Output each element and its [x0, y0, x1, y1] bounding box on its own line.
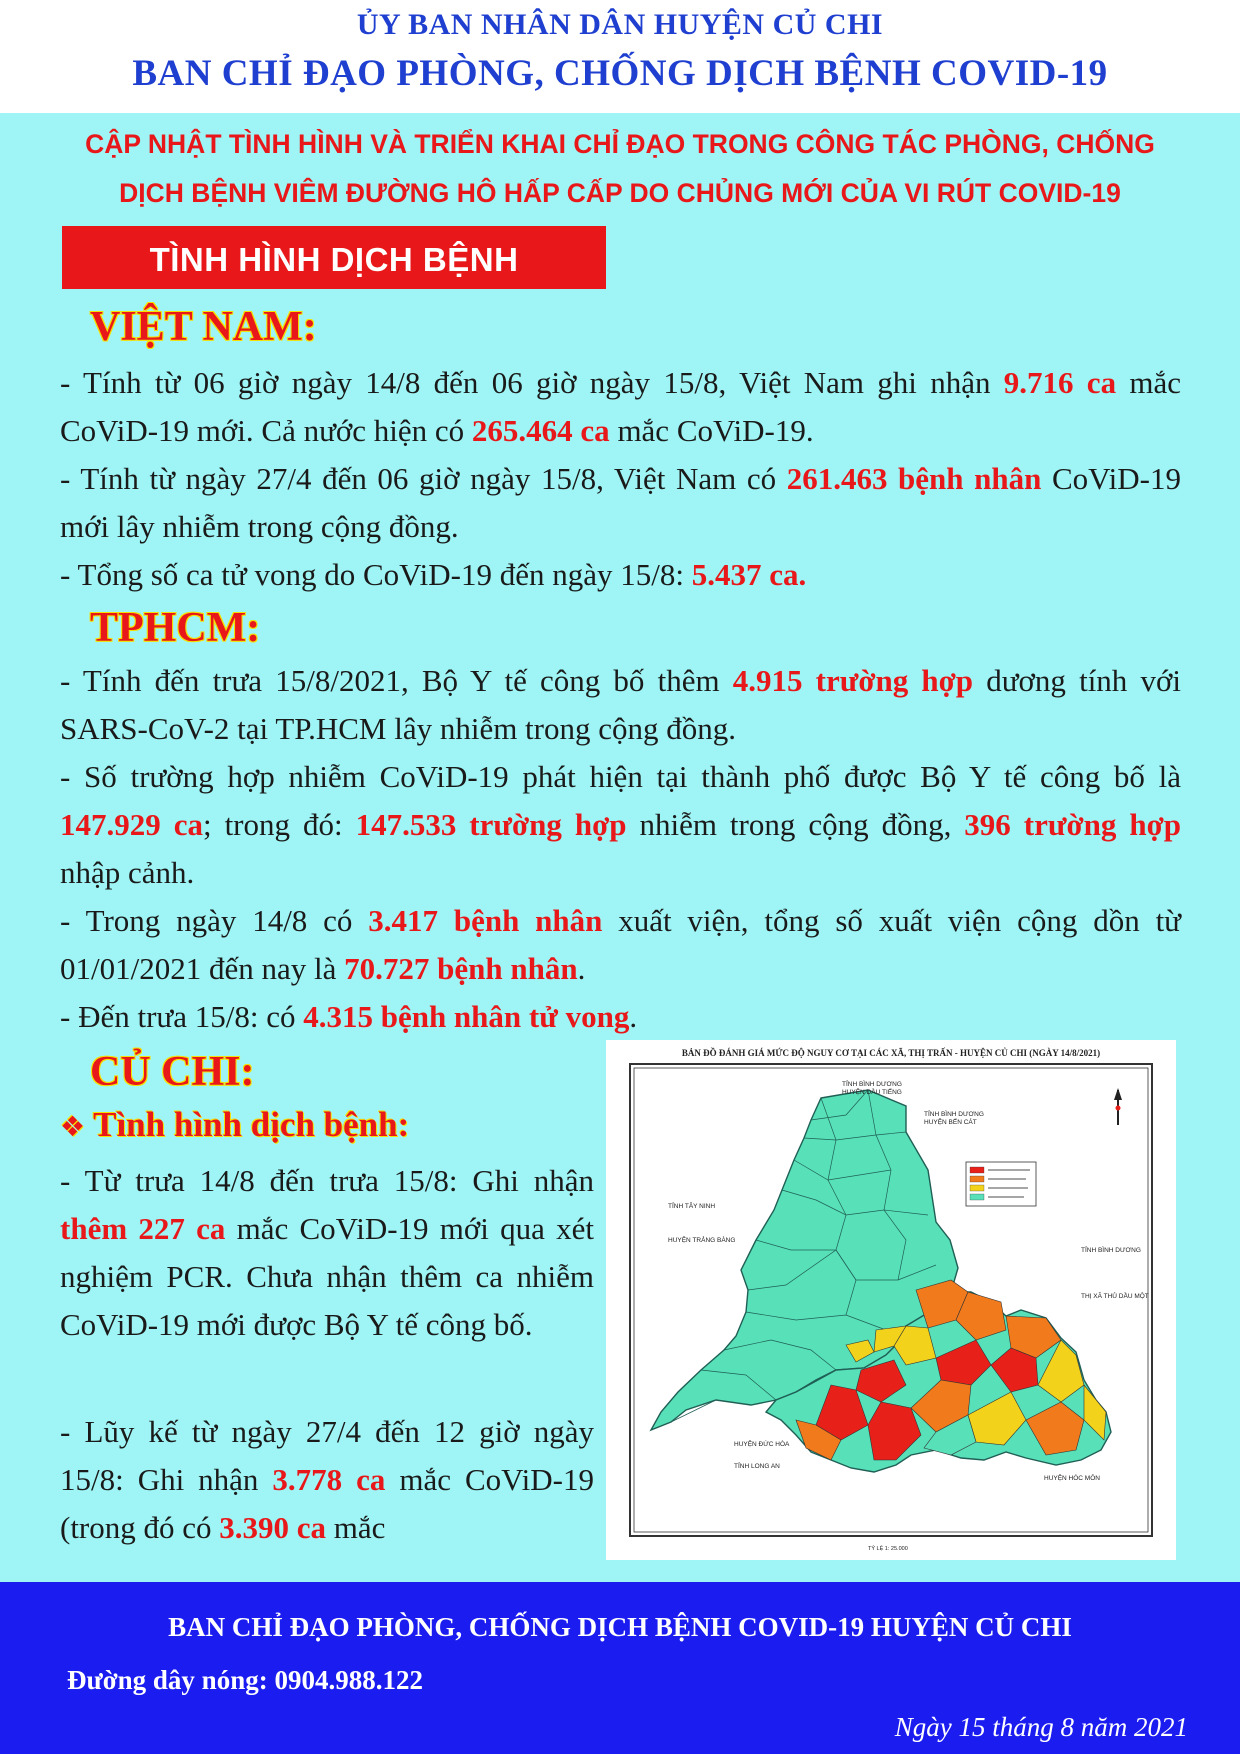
hcm-paragraph-2: - Số trường hợp nhiễm CoViD-19 phát hiện tại thành phố được Bộ Y tế công bố là 147.929 ca; trong đó: 147.533 trường hợp nhiễm trong cộng đồng, 396 trường hợp nhập cảnh.	[60, 759, 1181, 890]
label-thu-dau-mot: THỊ XÃ THỦ DẦU MỘT	[1081, 1293, 1149, 1300]
label-dau-tieng: HUYỆN DẦU TIẾNG	[842, 1089, 902, 1096]
vietnam-paragraph-2: - Tính từ ngày 27/4 đến 06 giờ ngày 15/8, Việt Nam có 261.463 bệnh nhân CoViD-19 mới lây nhiễm trong cộng đồng.	[60, 461, 1181, 544]
label-binh-duong-east: TỈNH BÌNH DƯƠNG	[1081, 1247, 1141, 1254]
vietnam-paragraph-1: - Tính từ 06 giờ ngày 14/8 đến 06 giờ ngày 15/8, Việt Nam ghi nhận 9.716 ca mắc CoViD-19 mới. Cả nước hiện có 265.464 ca mắc CoViD-19.	[60, 365, 1182, 448]
risk-map-title: BẢN ĐỒ ĐÁNH GIÁ MỨC ĐỘ NGUY CƠ TẠI CÁC XÃ, THỊ TRẤN - HUYỆN CỦ CHI (NGÀY 14/8/2021)	[681, 1048, 1101, 1058]
label-binh-duong-north: TỈNH BÌNH DƯƠNG	[842, 1081, 902, 1088]
header	[0, 0, 1240, 113]
compass-icon	[1114, 1088, 1122, 1125]
label-scale: TỶ LỆ 1: 25.000	[868, 1546, 908, 1552]
hcm-heading: TPHCM:	[90, 605, 261, 651]
topic-line-1: CẬP NHẬT TÌNH HÌNH VÀ TRIỂN KHAI CHỈ ĐẠO TRONG CÔNG TÁC PHÒNG, CHỐNG	[85, 129, 1155, 159]
section-banner	[62, 226, 606, 289]
map-legend	[966, 1162, 1036, 1206]
cuchi-paragraph-2: - Lũy kế từ ngày 27/4 đến 12 giờ ngày 15/8: Ghi nhận 3.778 ca mắc CoViD-19 (trong đó có 3.390 ca mắc	[60, 1414, 594, 1545]
footer-organization: BAN CHỈ ĐẠO PHÒNG, CHỐNG DỊCH BỆNH COVID-19 HUYỆN CỦ CHI	[168, 1612, 1072, 1642]
risk-map-panel	[606, 1040, 1176, 1560]
label-hoc-mon: HUYỆN HÓC MÔN	[1044, 1475, 1100, 1482]
diamond-bullet-icon: ❖	[60, 1110, 86, 1143]
label-ben-cat: HUYỆN BẾN CÁT	[924, 1119, 977, 1126]
topic-line-2: DỊCH BỆNH VIÊM ĐƯỜNG HÔ HẤP CẤP DO CHỦNG MỚI CỦA VI RÚT COVID-19	[119, 178, 1121, 208]
label-duc-hoa: HUYỆN ĐỨC HÒA	[734, 1441, 790, 1448]
cuchi-paragraph-1: - Từ trưa 14/8 đến trưa 15/8: Ghi nhận thêm 227 ca mắc CoViD-19 mới qua xét nghiệm PCR. Chưa nhận thêm ca nhiễm CoViD-19 mới được Bộ Y tế công bố.	[60, 1163, 594, 1342]
vietnam-paragraph-3: - Tổng số ca tử vong do CoViD-19 đến ngày 15/8: 5.437 ca.	[60, 557, 807, 592]
label-tay-ninh: TỈNH TÂY NINH	[668, 1203, 716, 1210]
section-banner-label: TÌNH HÌNH DỊCH BỆNH	[149, 241, 519, 278]
footer-hotline: Đường dây nóng: 0904.988.122	[67, 1665, 423, 1695]
label-binh-duong-central: TỈNH BÌNH DƯƠNG	[924, 1111, 984, 1118]
cuchi-sub-heading: ❖ Tình hình dịch bệnh:	[60, 1105, 410, 1144]
document-topic	[20, 120, 1220, 218]
header-committee: BAN CHỈ ĐẠO PHÒNG, CHỐNG DỊCH BỆNH COVID-19	[132, 53, 1108, 94]
hcm-paragraph-4: - Đến trưa 15/8: có 4.315 bệnh nhân tử vong.	[60, 999, 638, 1034]
cuchi-heading: CỦ CHI:	[90, 1049, 255, 1095]
footer-date: Ngày 15 tháng 8 năm 2021	[894, 1712, 1188, 1742]
label-long-an: TỈNH LONG AN	[734, 1463, 780, 1470]
header-agency: ỦY BAN NHÂN DÂN HUYỆN CỦ CHI	[356, 8, 884, 41]
hcm-paragraph-3: - Trong ngày 14/8 có 3.417 bệnh nhân xuất viện, tổng số xuất viện cộng dồn từ 01/01/2021 đến nay là 70.727 bệnh nhân.	[60, 903, 1181, 986]
footer	[0, 1582, 1240, 1754]
cuchi-risk-map	[606, 1040, 1176, 1560]
label-trang-bang: HUYỆN TRẢNG BÀNG	[668, 1237, 736, 1244]
vietnam-heading: VIỆT NAM:	[90, 304, 317, 350]
hcm-paragraph-1: - Tính đến trưa 15/8/2021, Bộ Y tế công bố thêm 4.915 trường hợp dương tính với SARS-CoV-2 tại TP.HCM lây nhiễm trong cộng đồng.	[60, 663, 1181, 746]
